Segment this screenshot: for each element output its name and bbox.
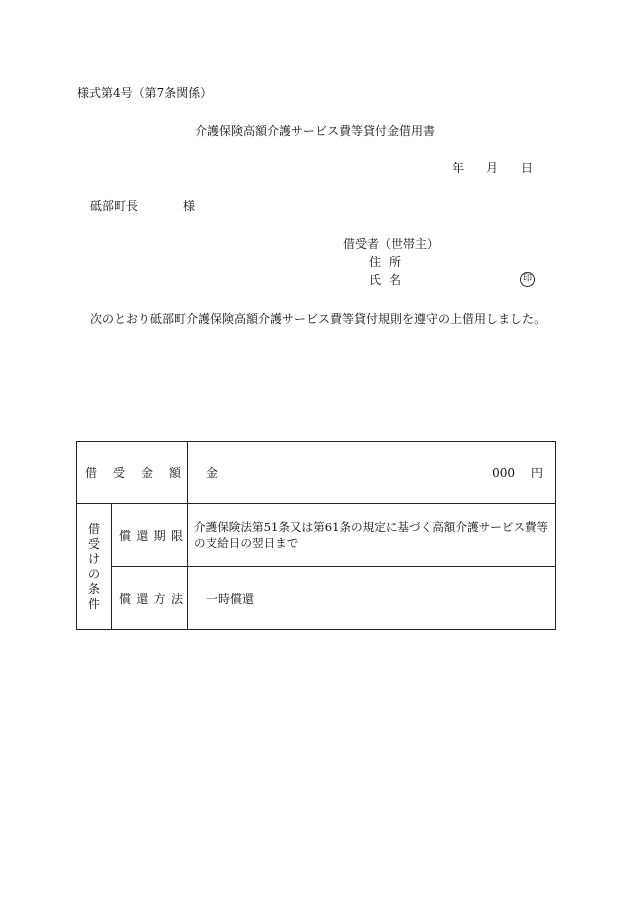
term-value-cell: [188, 504, 556, 567]
amount-row: [77, 442, 556, 504]
addressee-honorific: 様: [183, 199, 196, 213]
conditions-label: 借 受 け の 条 件: [87, 521, 100, 611]
statement-text: 次のとおり砥部町介護保険高額介護サービス費等貸付規則を遵守の上借用しました。: [90, 312, 547, 326]
amount-value-cell: [188, 442, 556, 504]
date-year-label: 年: [452, 161, 465, 175]
date-month-label: 月: [486, 161, 499, 175]
document-title: 介護保険高額介護サービス費等貸付金借用書: [194, 124, 435, 138]
term-label: 償 還 期 限: [119, 528, 183, 543]
amount-prefix: 金: [206, 466, 219, 480]
term-value-line1: 介護保険法第51条又は第61条の規定に基づく高額介護サービス費等: [194, 520, 549, 534]
conditions-label-cell: [77, 504, 112, 630]
method-row: [77, 567, 556, 630]
address-label: 住 所: [369, 255, 401, 269]
term-value-line2: の支給日の翌日まで: [194, 536, 299, 550]
method-value: 一時償還: [206, 591, 255, 606]
amount-label-cell: [77, 442, 188, 504]
date-day-label: 日: [521, 161, 534, 175]
seal-mark: 印: [520, 272, 535, 287]
amount-value: 000: [492, 465, 515, 480]
name-label: 氏 名: [369, 273, 401, 287]
addressee-name: 砥部町長: [90, 199, 139, 213]
amount-label: 借 受 金 額: [85, 466, 181, 480]
method-label: 償 還 方 法: [119, 591, 183, 606]
form-number: 様式第4号（第7条関係）: [77, 86, 213, 100]
term-label-cell: [112, 504, 188, 567]
borrower-heading: 借受者（世帯主）: [343, 237, 440, 251]
term-row: [77, 504, 556, 567]
loan-conditions-table: [76, 441, 556, 630]
method-value-cell: [188, 567, 556, 630]
method-label-cell: [112, 567, 188, 630]
amount-unit: 円: [530, 466, 543, 480]
